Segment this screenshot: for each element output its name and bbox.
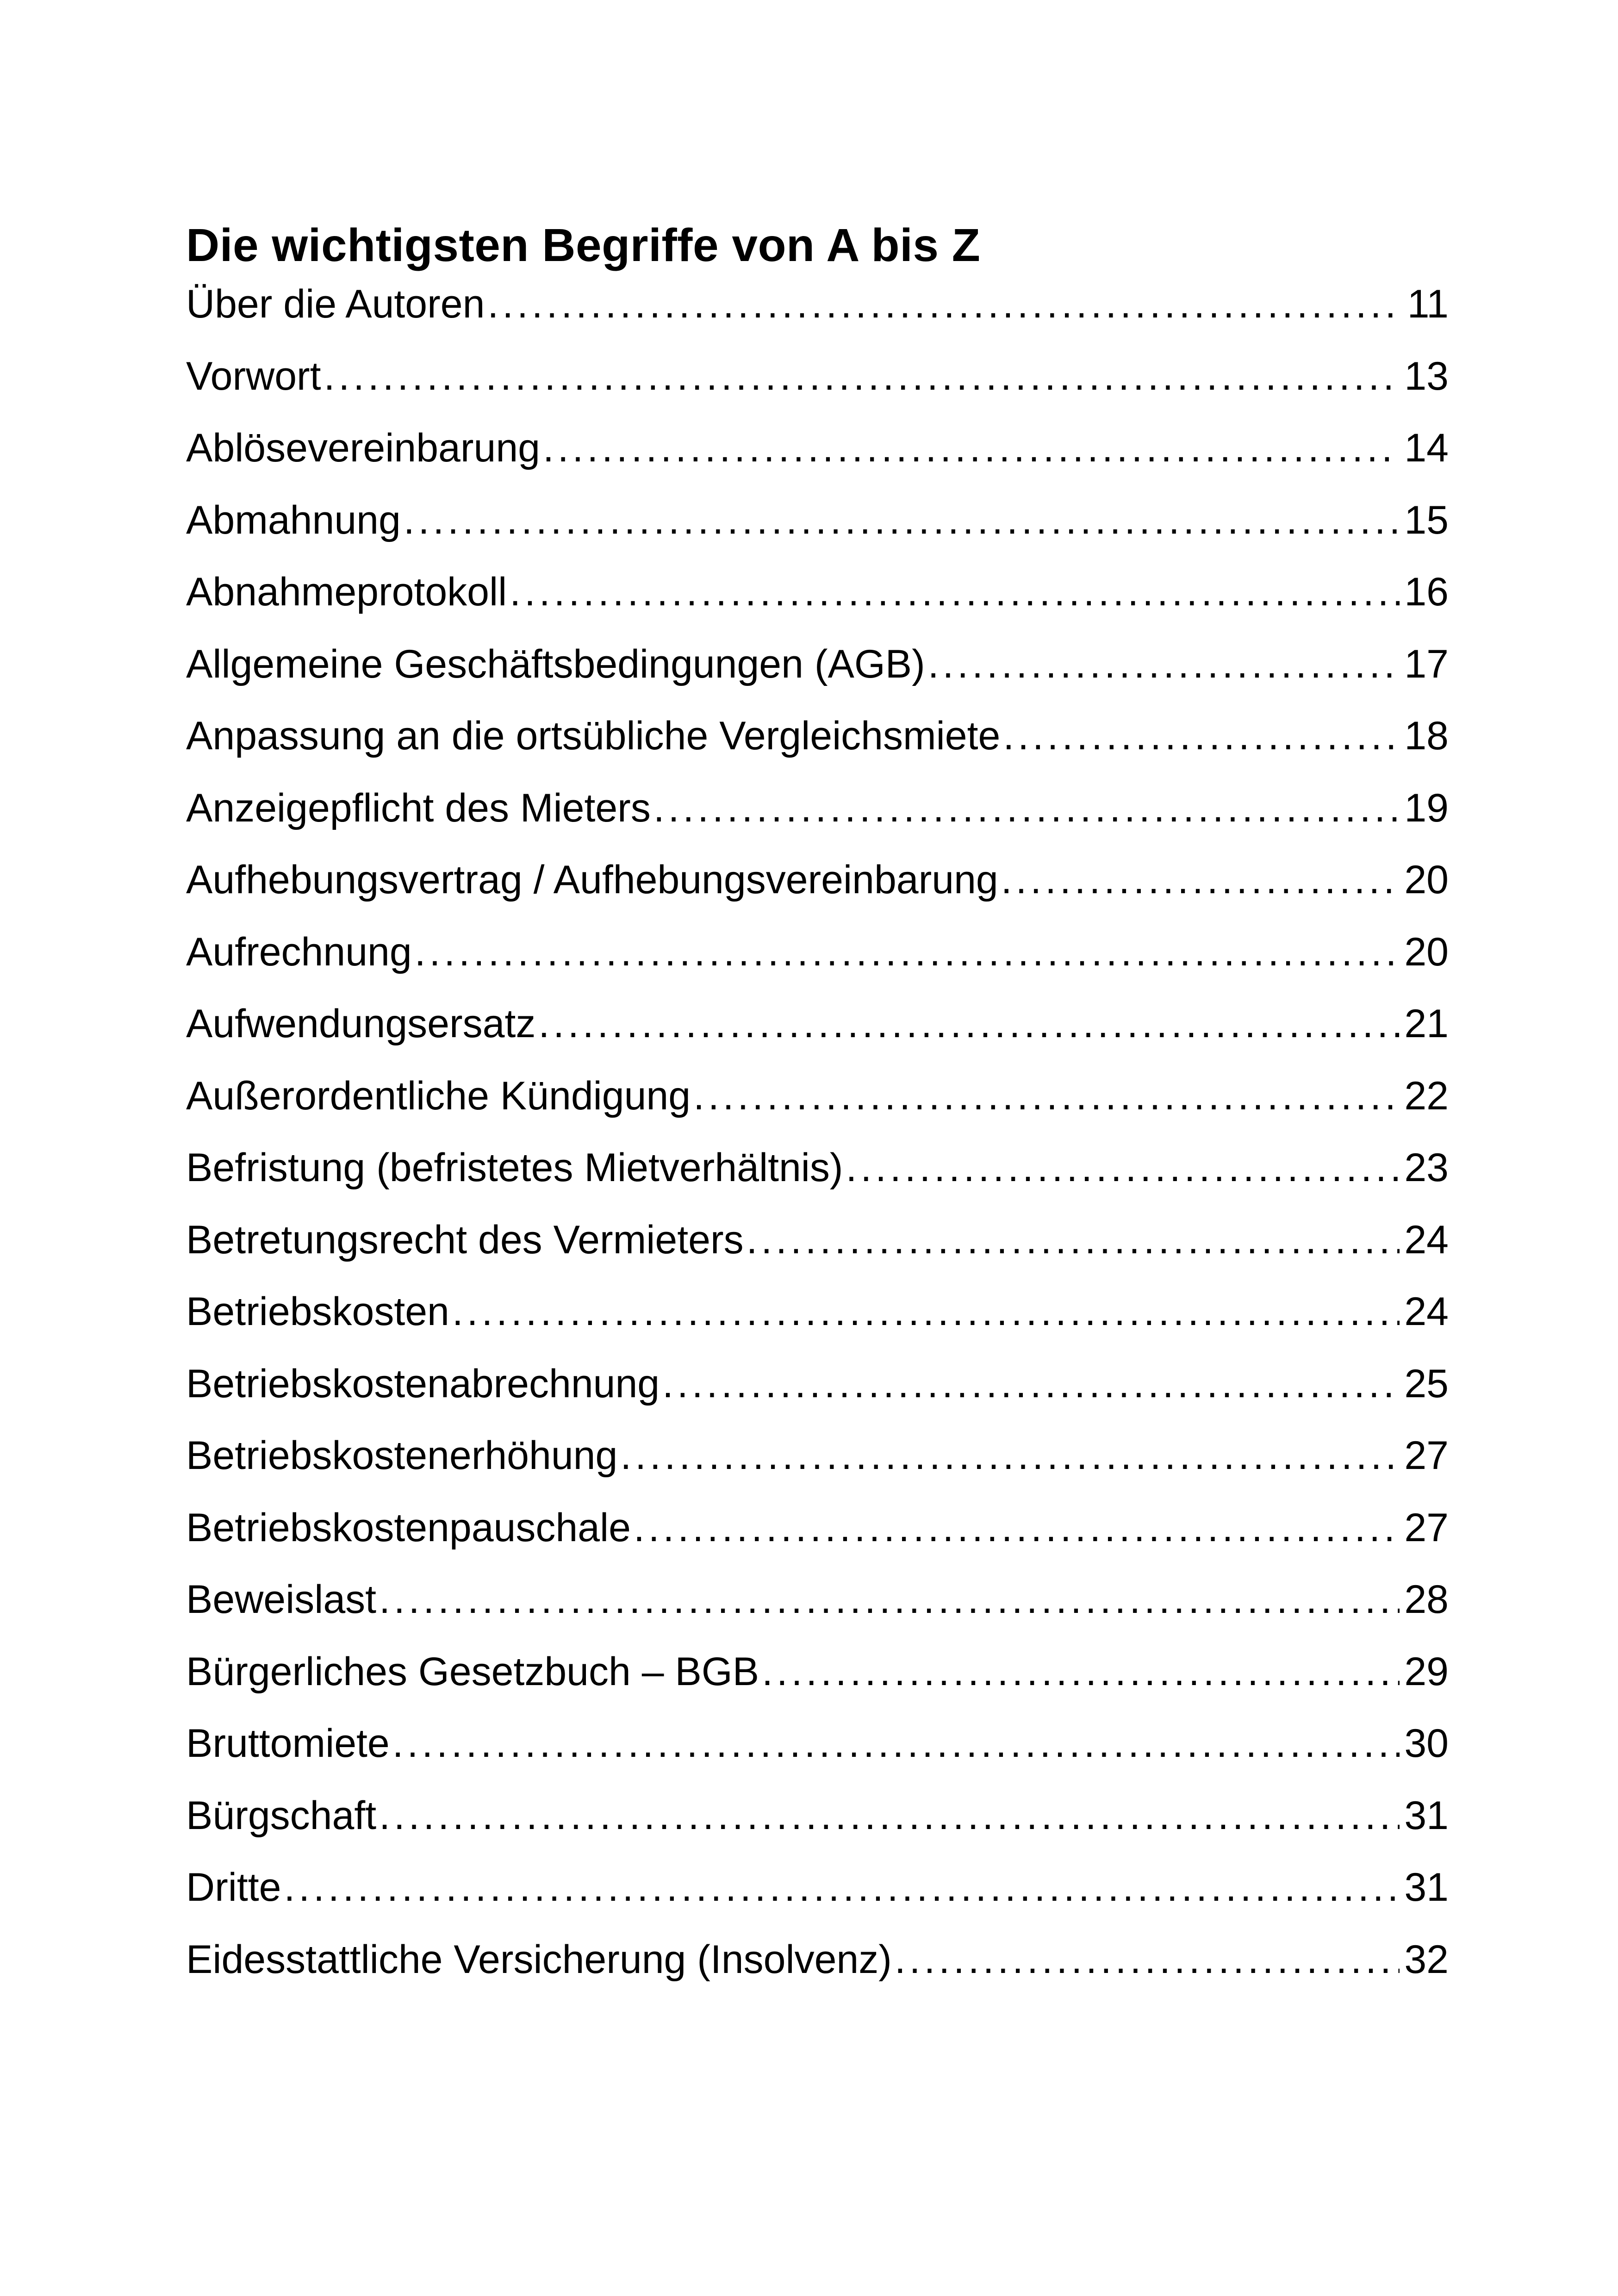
toc-dot-leader	[379, 1792, 1400, 1839]
toc-entry[interactable]	[186, 1144, 1449, 1216]
toc-dot-leader	[404, 497, 1400, 544]
toc-entry-label: Aufrechnung	[186, 929, 412, 974]
toc-entry-label: Dritte	[186, 1865, 281, 1910]
toc-entry-label: Über die Autoren	[186, 282, 485, 326]
toc-entry-page-number: 24	[1404, 1217, 1449, 1262]
toc-entry[interactable]	[186, 712, 1449, 784]
toc-entry-page-number: 18	[1404, 714, 1449, 758]
toc-entry-label: Anpassung an die ortsübliche Vergleichsmiete	[186, 714, 1001, 758]
toc-entry-page-number: 31	[1404, 1793, 1449, 1838]
toc-entry-page-number: 25	[1404, 1361, 1449, 1406]
toc-dot-leader	[747, 1216, 1400, 1263]
toc-entry-label: Anzeigepflicht des Mieters	[186, 785, 651, 830]
toc-entry-page-number: 27	[1404, 1505, 1449, 1550]
toc-entry[interactable]	[186, 1792, 1449, 1864]
toc-entry-label: Bürgschaft	[186, 1793, 377, 1838]
toc-entry-label: Bürgerliches Gesetzbuch – BGB	[186, 1649, 759, 1694]
toc-entry[interactable]	[186, 641, 1449, 713]
toc-entry-page-number: 20	[1404, 929, 1449, 974]
toc-entry-page-number: 14	[1404, 426, 1449, 470]
toc-entry-page-number: 15	[1404, 498, 1449, 542]
toc-entry-label: Befristung (befristetes Mietverhältnis)	[186, 1145, 843, 1190]
toc-entry-label: Aufwendungsersatz	[186, 1002, 536, 1046]
toc-dot-leader	[284, 1864, 1400, 1911]
toc-dot-leader	[693, 1072, 1400, 1120]
toc-entry[interactable]	[186, 280, 1449, 353]
toc-entry-page-number: 17	[1404, 641, 1449, 686]
toc-entry[interactable]	[186, 1360, 1449, 1432]
toc-entry[interactable]	[186, 1936, 1449, 2008]
toc-dot-leader	[487, 280, 1400, 328]
toc-entry-label: Ablösevereinbarung	[186, 426, 540, 470]
toc-entry[interactable]	[186, 928, 1449, 1001]
toc-dot-leader	[1001, 856, 1400, 903]
toc-dot-leader	[895, 1936, 1400, 1983]
toc-dot-leader	[1003, 712, 1400, 759]
toc-entry[interactable]	[186, 1648, 1449, 1720]
toc-dot-leader	[762, 1648, 1400, 1695]
toc-entry-page-number: 23	[1404, 1145, 1449, 1190]
toc-entry-label: Betriebskostenabrechnung	[186, 1361, 660, 1406]
toc-entry-label: Beweislast	[186, 1577, 377, 1622]
toc-entry[interactable]	[186, 784, 1449, 857]
toc-entry-page-number: 19	[1404, 785, 1449, 830]
toc-entry[interactable]	[186, 568, 1449, 641]
toc-dot-leader	[379, 1576, 1400, 1623]
toc-entry-page-number: 20	[1404, 858, 1449, 902]
toc-dot-leader	[510, 568, 1400, 616]
toc-dot-leader	[415, 928, 1400, 976]
toc-entry-page-number: 21	[1404, 1002, 1449, 1046]
toc-entry-label: Außerordentliche Kündigung	[186, 1073, 691, 1118]
toc-entry-label: Vorwort	[186, 354, 321, 398]
toc-entry[interactable]	[186, 1720, 1449, 1792]
toc-entry-label: Betretungsrecht des Vermieters	[186, 1217, 744, 1262]
toc-entry-page-number: 16	[1404, 570, 1449, 614]
toc-dot-leader	[653, 784, 1400, 832]
toc-entry-page-number: 24	[1404, 1289, 1449, 1334]
toc-list	[186, 280, 1449, 2008]
toc-entry[interactable]	[186, 424, 1449, 497]
toc-entry-page-number: 22	[1404, 1073, 1449, 1118]
toc-dot-leader	[538, 1000, 1400, 1047]
toc-entry-page-number: 31	[1404, 1865, 1449, 1910]
toc-entry-label: Abnahmeprotokoll	[186, 570, 507, 614]
toc-entry-label: Allgemeine Geschäftsbedingungen (AGB)	[186, 641, 925, 686]
toc-dot-leader	[392, 1720, 1400, 1767]
toc-entry[interactable]	[186, 497, 1449, 569]
toc-dot-leader	[452, 1288, 1400, 1335]
toc-dot-leader	[324, 353, 1400, 400]
toc-entry-page-number: 27	[1404, 1433, 1449, 1478]
toc-title: Die wichtigsten Begriffe von A bis Z	[186, 219, 981, 271]
toc-entry-page-number: 32	[1404, 1937, 1449, 1982]
toc-dot-leader	[634, 1504, 1400, 1551]
table-of-contents	[186, 214, 1449, 2008]
toc-entry-page-number: 30	[1404, 1721, 1449, 1766]
toc-entry-page-number: 28	[1404, 1577, 1449, 1622]
toc-entry[interactable]	[186, 353, 1449, 425]
toc-dot-leader	[662, 1360, 1400, 1407]
toc-entry-label: Eidesstattliche Versicherung (Insolvenz)	[186, 1937, 892, 1982]
toc-dot-leader	[928, 641, 1400, 688]
toc-entry-label: Betriebskosten	[186, 1289, 449, 1334]
toc-entry[interactable]	[186, 1864, 1449, 1936]
toc-entry-label: Betriebskostenerhöhung	[186, 1433, 618, 1478]
toc-entry[interactable]	[186, 1504, 1449, 1576]
toc-entry-page-number: 11	[1407, 282, 1449, 326]
toc-entry[interactable]	[186, 856, 1449, 928]
toc-entry[interactable]	[186, 1000, 1449, 1072]
toc-dot-leader	[846, 1144, 1400, 1191]
toc-entry-label: Abmahnung	[186, 498, 401, 542]
toc-entry-label: Bruttomiete	[186, 1721, 390, 1766]
toc-entry-label: Betriebskostenpauschale	[186, 1505, 631, 1550]
toc-dot-leader	[543, 424, 1400, 472]
toc-entry[interactable]	[186, 1576, 1449, 1648]
toc-entry-page-number: 13	[1404, 354, 1449, 398]
toc-entry[interactable]	[186, 1072, 1449, 1145]
toc-entry-label: Aufhebungsvertrag / Aufhebungsvereinbarung	[186, 858, 998, 902]
toc-entry[interactable]	[186, 1216, 1449, 1288]
toc-entry-page-number: 29	[1404, 1649, 1449, 1694]
toc-dot-leader	[620, 1432, 1400, 1479]
toc-entry[interactable]	[186, 1432, 1449, 1504]
toc-entry[interactable]	[186, 1288, 1449, 1360]
